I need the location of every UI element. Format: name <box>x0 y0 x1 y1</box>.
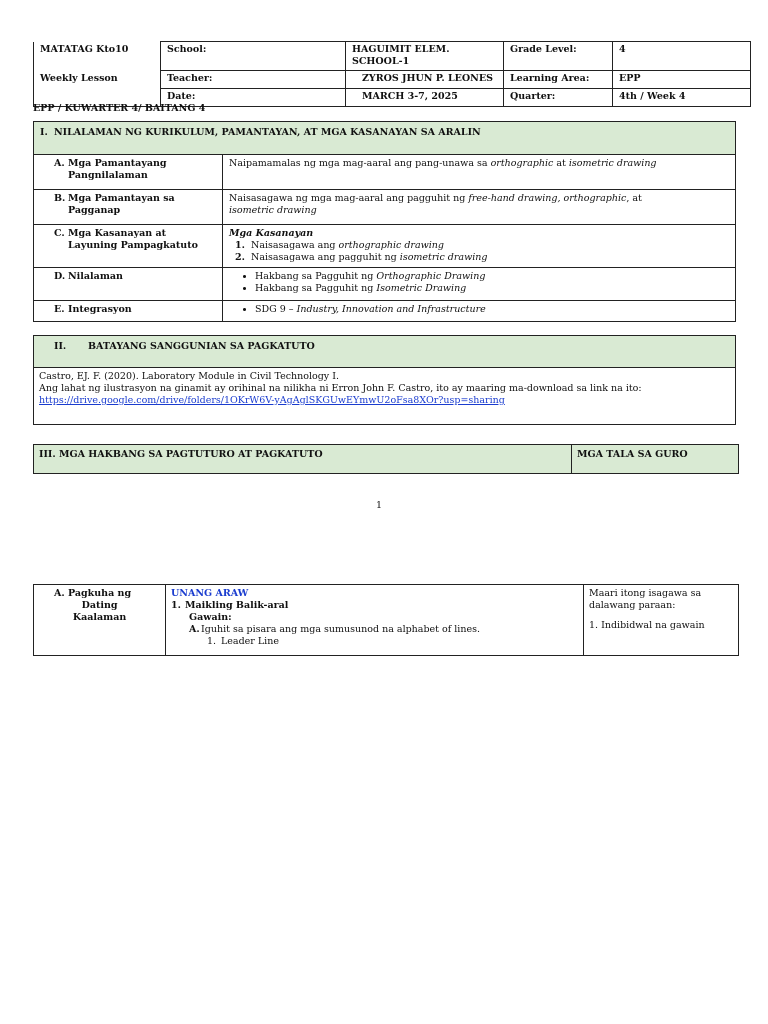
header-info-table <box>33 41 751 107</box>
row-b-content <box>223 190 736 225</box>
section1-heading <box>34 122 736 155</box>
section1-title: NILALAMAN NG KURIKULUM, PAMANTAYAN, AT MGA KASANAYAN SA ARALIN <box>54 127 481 138</box>
section2-content <box>34 368 736 425</box>
section2-heading <box>34 336 736 368</box>
notes-heading: MGA TALA SA GURO <box>572 445 739 474</box>
step-a-label-line1: Pagkuha ng <box>68 588 132 599</box>
row-d-bullet2-italic: Isometric Drawing <box>376 283 467 294</box>
grade-value: 4 <box>613 42 751 71</box>
row-d-letter: D. <box>54 271 66 282</box>
row-a-label <box>34 155 223 190</box>
row-c-label <box>34 225 223 268</box>
row-a-text2: at <box>553 158 569 169</box>
school-label: School: <box>161 42 346 71</box>
row-e-content <box>223 301 736 322</box>
step-a-label-line2: Dating <box>81 600 118 611</box>
row-c-content <box>223 225 736 268</box>
row-d-bullet1-text: Hakbang sa Pagguhit ng <box>255 271 377 282</box>
quarter-label: Quarter: <box>504 89 613 107</box>
quarter-value: 4th / Week 4 <box>613 89 751 107</box>
sub-item-text: Leader Line <box>221 636 279 647</box>
row-d-label-text: Nilalaman <box>68 271 123 282</box>
row-c-item1-text: Naisasagawa ang <box>251 240 339 251</box>
row-a-label-line1: Mga Pamantayang <box>68 158 167 169</box>
row-c-item1 <box>229 240 729 252</box>
row-d-label <box>34 268 223 301</box>
row-a-label-line2: Pangnilalaman <box>68 170 148 181</box>
lesson-type-label: MATATAG Kto10 <box>40 43 129 55</box>
step-a-content <box>166 585 584 656</box>
subtitle: EPP / KUWARTER 4/ BAITANG 4 <box>33 103 206 114</box>
row-e-bullet1-text: SDG 9 – <box>255 304 297 315</box>
header-col1-line2 <box>34 71 161 89</box>
row-a-italic1: orthographic <box>490 158 554 169</box>
activity-text: Iguhit sa pisara ang mga sumusunod na alphabet of lines. <box>201 624 480 635</box>
header-col1 <box>34 42 161 71</box>
row-b-label-line1: Mga Pamantayan sa <box>68 193 175 204</box>
row-c-item2-text: Naisasagawa ang pagguhit ng <box>251 252 400 263</box>
section2-table <box>33 335 736 425</box>
row-b-italic1: free-hand drawing, orthographic <box>468 193 627 204</box>
section3-heading: III. MGA HAKBANG SA PAGTUTURO AT PAGKATUTO <box>34 445 572 474</box>
section1-number: I. <box>40 127 48 138</box>
row-a-letter: A. <box>54 158 65 169</box>
row-d-bullet2 <box>255 283 729 295</box>
step-a-label <box>34 585 166 656</box>
row-b-italic2: isometric drawing <box>229 205 317 216</box>
row-b-letter: B. <box>54 193 66 204</box>
section1-table <box>33 121 736 322</box>
area-value: EPP <box>613 71 751 89</box>
row-a-text1: Naipamamalas ng mga mag-aaral ang pang-unawa sa <box>229 158 491 169</box>
row-c-item1-num: 1. <box>235 240 245 251</box>
step-title: Maikling Balik-aral <box>185 600 289 611</box>
drive-link[interactable]: https://drive.google.com/drive/folders/1OKrW6V-yAgAglSKGUwEYmwU2oFsa8XOr?usp=sharing <box>39 395 505 406</box>
page-number: 1 <box>376 500 383 511</box>
sub-item-num: 1. <box>207 636 217 647</box>
row-c-item2-italic: isometric drawing <box>399 252 488 263</box>
grade-label: Grade Level: <box>504 42 613 71</box>
teacher-note2: 1. Indibidwal na gawain <box>589 620 705 631</box>
row-c-label-line2: Layuning Pampagkatuto <box>68 240 198 251</box>
date-label: Date: <box>161 89 346 107</box>
lesson-steps-table <box>33 584 739 656</box>
row-d-bullet1-italic: Orthographic Drawing <box>376 271 486 282</box>
row-c-heading: Mga Kasanayan <box>229 228 314 239</box>
row-b-text1: Naisasagawa ng mga mag-aaral ang pagguhit ng <box>229 193 469 204</box>
row-a-content <box>223 155 736 190</box>
step-a-notes <box>584 585 739 656</box>
weekly-lesson-label: Weekly Lesson <box>40 72 118 84</box>
day-label: UNANG ARAW <box>171 588 249 599</box>
reference-note: Ang lahat ng ilustrasyon na ginamit ay orihinal na nilikha ni Erron John F. Castro, ito ay maaring ma-download sa link na ito: <box>39 383 642 394</box>
section3-table <box>33 444 739 474</box>
row-c-item2-num: 2. <box>235 252 245 263</box>
row-d-bullet1 <box>255 271 729 283</box>
area-label: Learning Area: <box>504 71 613 89</box>
row-e-label <box>34 301 223 322</box>
teacher-note1: Maari itong isagawa sa dalawang paraan: <box>589 588 702 611</box>
row-e-label-text: Integrasyon <box>68 304 132 315</box>
row-e-bullet1 <box>255 304 729 316</box>
step-num: 1. <box>171 600 181 611</box>
step-a-label-line3: Kaalaman <box>72 612 127 623</box>
section2-title: BATAYANG SANGGUNIAN SA PAGKATUTO <box>88 341 315 352</box>
row-b-text2: , at <box>626 193 642 204</box>
row-e-letter: E. <box>54 304 65 315</box>
row-d-bullet2-text: Hakbang sa Pagguhit ng <box>255 283 377 294</box>
teacher-label: Teacher: <box>161 71 346 89</box>
row-c-letter: C. <box>54 228 65 239</box>
row-c-label-line1: Mga Kasanayan at <box>68 228 167 239</box>
teacher-value: ZYROS JHUN P. LEONES <box>346 71 504 89</box>
row-c-item2 <box>229 252 729 264</box>
gawain-label: Gawain: <box>189 612 232 623</box>
date-value: MARCH 3-7, 2025 <box>346 89 504 107</box>
reference-citation: Castro, EJ. F. (2020). Laboratory Module in Civil Technology I. <box>39 371 339 382</box>
row-b-label-line2: Pagganap <box>68 205 121 216</box>
activity-letter: A. <box>189 624 200 635</box>
section2-number: II. <box>54 341 67 352</box>
step-a-letter: A. <box>54 588 65 599</box>
row-e-bullet1-italic: Industry, Innovation and Infrastructure <box>296 304 486 315</box>
row-c-item1-italic: orthographic drawing <box>338 240 444 251</box>
school-value: HAGUIMIT ELEM. SCHOOL-1 <box>346 42 504 71</box>
row-d-content <box>223 268 736 301</box>
row-b-label <box>34 190 223 225</box>
row-a-italic2: isometric drawing <box>568 158 657 169</box>
